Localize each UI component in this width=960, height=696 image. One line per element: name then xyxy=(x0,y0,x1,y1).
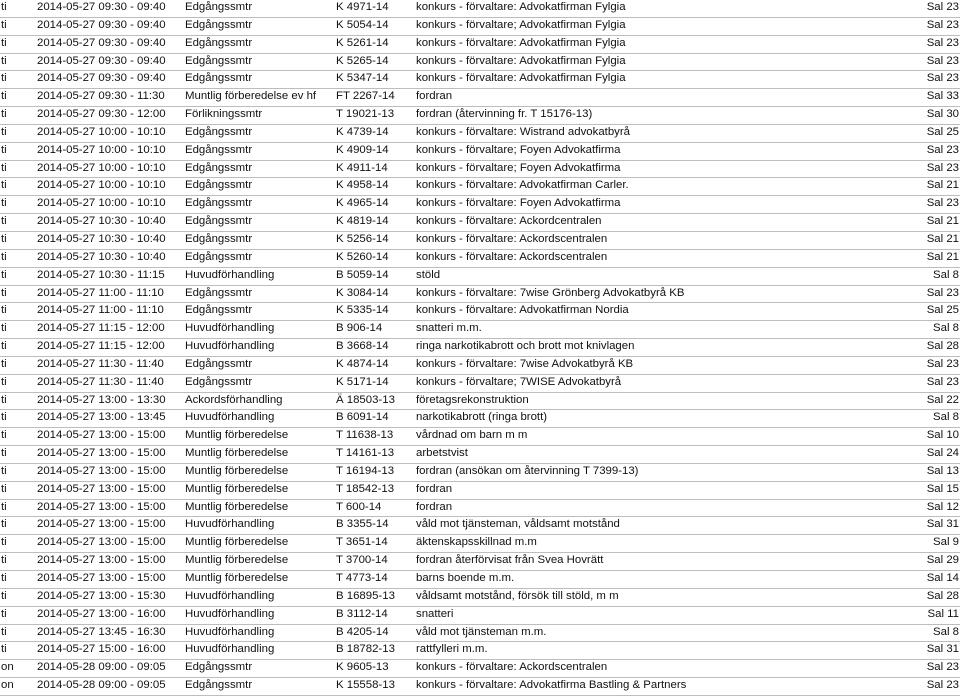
weekday-cell: ti xyxy=(1,589,7,602)
description-cell: konkurs - förvaltare: Ackordscentralen xyxy=(416,232,608,245)
case-number-cell: T 11638-13 xyxy=(336,429,394,442)
case-number-cell: T 18542-13 xyxy=(336,482,395,495)
room-cell: Sal 12 xyxy=(926,500,959,513)
time-cell: 2014-05-27 13:00 - 13:45 xyxy=(37,411,166,424)
case-number-cell: T 16194-13 xyxy=(336,464,395,477)
time-cell: 2014-05-28 09:00 - 09:05 xyxy=(37,661,166,674)
case-number-cell: K 5347-14 xyxy=(336,72,389,85)
time-cell: 2014-05-27 13:00 - 15:00 xyxy=(37,482,166,495)
weekday-cell: ti xyxy=(1,18,7,31)
time-cell: 2014-05-28 09:00 - 09:05 xyxy=(37,679,166,692)
case-number-cell: K 4958-14 xyxy=(336,179,389,192)
schedule-row xyxy=(0,464,960,482)
case-number-cell: K 4965-14 xyxy=(336,197,389,210)
room-cell: Sal 23 xyxy=(926,679,959,692)
weekday-cell: on xyxy=(1,661,14,674)
hearing-type-cell: Edgångssmtr xyxy=(185,286,253,299)
time-cell: 2014-05-27 11:15 - 12:00 xyxy=(37,322,165,335)
schedule-row xyxy=(0,660,960,678)
hearing-type-cell: Huvudförhandling xyxy=(185,340,275,353)
time-cell: 2014-05-27 11:15 - 12:00 xyxy=(37,340,165,353)
hearing-type-cell: Edgångssmtr xyxy=(185,375,253,388)
schedule-row xyxy=(0,410,960,428)
hearing-type-cell: Muntlig förberedelse xyxy=(185,554,289,567)
weekday-cell: ti xyxy=(1,518,7,531)
description-cell: stöld xyxy=(416,268,441,281)
room-cell: Sal 23 xyxy=(926,143,959,156)
description-cell: konkurs - förvaltare: Ackordscentralen xyxy=(416,250,608,263)
hearing-type-cell: Huvudförhandling xyxy=(185,625,275,638)
time-cell: 2014-05-27 09:30 - 09:40 xyxy=(37,1,166,13)
schedule-row xyxy=(0,678,960,696)
hearing-type-cell: Edgångssmtr xyxy=(185,197,253,210)
description-cell: konkurs - förvaltare: 7wise Advokatbyrå KB xyxy=(416,357,634,370)
case-number-cell: K 4909-14 xyxy=(336,143,389,156)
room-cell: Sal 23 xyxy=(926,286,959,299)
time-cell: 2014-05-27 10:00 - 10:10 xyxy=(37,161,166,174)
description-cell: narkotikabrott (ringa brott) xyxy=(416,411,548,424)
description-cell: konkurs - förvaltare: Ackordcentralen xyxy=(416,215,602,228)
schedule-row xyxy=(0,161,960,179)
time-cell: 2014-05-27 10:30 - 10:40 xyxy=(37,250,166,263)
case-number-cell: K 5261-14 xyxy=(336,36,389,49)
case-number-cell: K 4739-14 xyxy=(336,125,389,138)
room-cell: Sal 15 xyxy=(926,482,959,495)
room-cell: Sal 23 xyxy=(926,661,959,674)
hearing-type-cell: Edgångssmtr xyxy=(185,72,253,85)
weekday-cell: ti xyxy=(1,393,7,406)
room-cell: Sal 31 xyxy=(926,518,959,531)
room-cell: Sal 23 xyxy=(926,72,959,85)
schedule-row xyxy=(0,54,960,72)
description-cell: våld mot tjänsteman, våldsamt motstånd xyxy=(416,518,620,531)
time-cell: 2014-05-27 10:00 - 10:10 xyxy=(37,125,166,138)
time-cell: 2014-05-27 09:30 - 09:40 xyxy=(37,72,166,85)
description-cell: konkurs - förvaltare: Advokatfirman Nordia xyxy=(416,304,629,317)
time-cell: 2014-05-27 13:00 - 15:00 xyxy=(37,536,166,549)
time-cell: 2014-05-27 13:00 - 15:30 xyxy=(37,589,166,602)
room-cell: Sal 8 xyxy=(933,625,959,638)
case-number-cell: T 14161-13 xyxy=(336,447,395,460)
description-cell: arbetstvist xyxy=(416,447,468,460)
time-cell: 2014-05-27 10:00 - 10:10 xyxy=(37,143,166,156)
description-cell: konkurs - förvaltare; 7WISE Advokatbyrå xyxy=(416,375,622,388)
weekday-cell: ti xyxy=(1,536,7,549)
weekday-cell: on xyxy=(1,679,14,692)
time-cell: 2014-05-27 13:00 - 16:00 xyxy=(37,607,166,620)
room-cell: Sal 13 xyxy=(926,464,959,477)
weekday-cell: ti xyxy=(1,90,7,103)
room-cell: Sal 21 xyxy=(926,250,959,263)
schedule-row xyxy=(0,571,960,589)
case-number-cell: K 5260-14 xyxy=(336,250,389,263)
description-cell: konkurs - förvaltare: Advokatfirman Fylgia xyxy=(416,1,626,13)
weekday-cell: ti xyxy=(1,357,7,370)
hearing-type-cell: Edgångssmtr xyxy=(185,143,253,156)
weekday-cell: ti xyxy=(1,375,7,388)
case-number-cell: K 5171-14 xyxy=(336,375,389,388)
hearing-type-cell: Muntlig förberedelse xyxy=(185,536,289,549)
schedule-row xyxy=(0,71,960,89)
case-number-cell: FT 2267-14 xyxy=(336,90,395,103)
case-number-cell: K 15558-13 xyxy=(336,679,395,692)
time-cell: 2014-05-27 11:30 - 11:40 xyxy=(37,357,164,370)
room-cell: Sal 30 xyxy=(926,108,959,121)
case-number-cell: B 3112-14 xyxy=(336,607,388,620)
schedule-row xyxy=(0,214,960,232)
case-number-cell: B 16895-13 xyxy=(336,589,395,602)
schedule-row xyxy=(0,89,960,107)
room-cell: Sal 31 xyxy=(926,643,959,656)
description-cell: konkurs - förvaltare; Foyen Advokatfirma xyxy=(416,143,621,156)
hearing-type-cell: Förlikningssmtr xyxy=(185,108,263,121)
hearing-type-cell: Edgångssmtr xyxy=(185,679,253,692)
case-number-cell: K 5335-14 xyxy=(336,304,389,317)
schedule-row xyxy=(0,36,960,54)
schedule-row xyxy=(0,232,960,250)
weekday-cell: ti xyxy=(1,108,7,121)
case-number-cell: T 600-14 xyxy=(336,500,382,513)
weekday-cell: ti xyxy=(1,340,7,353)
weekday-cell: ti xyxy=(1,72,7,85)
description-cell: konkurs - förvaltare: Wistrand advokatbyrå xyxy=(416,125,630,138)
time-cell: 2014-05-27 11:30 - 11:40 xyxy=(37,375,164,388)
time-cell: 2014-05-27 09:30 - 09:40 xyxy=(37,18,166,31)
description-cell: snatteri xyxy=(416,607,454,620)
hearing-type-cell: Huvudförhandling xyxy=(185,643,275,656)
case-number-cell: B 3355-14 xyxy=(336,518,389,531)
schedule-row xyxy=(0,607,960,625)
description-cell: ringa narkotikabrott och brott mot knivlagen xyxy=(416,340,635,353)
room-cell: Sal 21 xyxy=(926,179,959,192)
weekday-cell: ti xyxy=(1,36,7,49)
weekday-cell: ti xyxy=(1,447,7,460)
weekday-cell: ti xyxy=(1,125,7,138)
room-cell: Sal 23 xyxy=(926,1,959,13)
weekday-cell: ti xyxy=(1,215,7,228)
case-number-cell: K 9605-13 xyxy=(336,661,389,674)
hearing-type-cell: Edgångssmtr xyxy=(185,54,253,67)
description-cell: vårdnad om barn m m xyxy=(416,429,528,442)
time-cell: 2014-05-27 10:00 - 10:10 xyxy=(37,179,166,192)
description-cell: konkurs - förvaltare: Foyen Advokatfirma xyxy=(416,197,621,210)
description-cell: företagsrekonstruktion xyxy=(416,393,529,406)
schedule-row xyxy=(0,268,960,286)
schedule-row xyxy=(0,303,960,321)
room-cell: Sal 10 xyxy=(926,429,959,442)
hearing-type-cell: Muntlig förberedelse xyxy=(185,500,289,513)
time-cell: 2014-05-27 09:30 - 11:30 xyxy=(37,90,165,103)
case-number-cell: T 3651-14 xyxy=(336,536,388,549)
hearing-type-cell: Huvudförhandling xyxy=(185,518,275,531)
case-number-cell: K 4971-14 xyxy=(336,1,389,13)
schedule-row xyxy=(0,375,960,393)
weekday-cell: ti xyxy=(1,197,7,210)
hearing-type-cell: Muntlig förberedelse xyxy=(185,572,289,584)
weekday-cell: ti xyxy=(1,429,7,442)
case-number-cell: B 906-14 xyxy=(336,322,383,335)
time-cell: 2014-05-27 13:00 - 15:00 xyxy=(37,518,166,531)
description-cell: konkurs - förvaltare; Foyen Advokatfirma xyxy=(416,161,621,174)
room-cell: Sal 8 xyxy=(933,322,959,335)
schedule-row xyxy=(0,428,960,446)
description-cell: fordran xyxy=(416,90,453,103)
hearing-type-cell: Ackordsförhandling xyxy=(185,393,283,406)
schedule-row xyxy=(0,642,960,660)
description-cell: fordran (återvinning fr. T 15176-13) xyxy=(416,108,593,121)
schedule-row xyxy=(0,393,960,411)
hearing-type-cell: Edgångssmtr xyxy=(185,661,253,674)
room-cell: Sal 14 xyxy=(926,572,959,584)
room-cell: Sal 23 xyxy=(926,375,959,388)
schedule-row xyxy=(0,357,960,375)
time-cell: 2014-05-27 13:45 - 16:30 xyxy=(37,625,166,638)
room-cell: Sal 33 xyxy=(926,90,959,103)
room-cell: Sal 23 xyxy=(926,357,959,370)
description-cell: konkurs - förvaltare: Advokatfirman Fylgia xyxy=(416,54,626,67)
hearing-type-cell: Edgångssmtr xyxy=(185,357,253,370)
hearing-type-cell: Edgångssmtr xyxy=(185,215,253,228)
schedule-row xyxy=(0,625,960,643)
weekday-cell: ti xyxy=(1,250,7,263)
description-cell: snatteri m.m. xyxy=(416,322,482,335)
weekday-cell: ti xyxy=(1,482,7,495)
schedule-row xyxy=(0,339,960,357)
weekday-cell: ti xyxy=(1,143,7,156)
description-cell: barns boende m.m. xyxy=(416,572,515,584)
weekday-cell: ti xyxy=(1,161,7,174)
room-cell: Sal 28 xyxy=(926,340,959,353)
case-number-cell: K 3084-14 xyxy=(336,286,389,299)
schedule-row xyxy=(0,589,960,607)
time-cell: 2014-05-27 13:00 - 15:00 xyxy=(37,447,166,460)
weekday-cell: ti xyxy=(1,464,7,477)
weekday-cell: ti xyxy=(1,304,7,317)
room-cell: Sal 23 xyxy=(926,36,959,49)
schedule-row xyxy=(0,500,960,518)
hearing-type-cell: Huvudförhandling xyxy=(185,322,275,335)
room-cell: Sal 22 xyxy=(926,393,959,406)
case-number-cell: B 5059-14 xyxy=(336,268,389,281)
hearing-type-cell: Huvudförhandling xyxy=(185,589,275,602)
weekday-cell: ti xyxy=(1,643,7,656)
hearing-type-cell: Edgångssmtr xyxy=(185,36,253,49)
hearing-type-cell: Edgångssmtr xyxy=(185,179,253,192)
hearing-type-cell: Edgångssmtr xyxy=(185,125,253,138)
description-cell: fordran återförvisat från Svea Hovrätt xyxy=(416,554,604,567)
room-cell: Sal 25 xyxy=(926,304,959,317)
room-cell: Sal 23 xyxy=(926,197,959,210)
weekday-cell: ti xyxy=(1,572,7,584)
case-number-cell: B 3668-14 xyxy=(336,340,389,353)
time-cell: 2014-05-27 10:30 - 10:40 xyxy=(37,232,166,245)
hearing-type-cell: Muntlig förberedelse xyxy=(185,482,289,495)
time-cell: 2014-05-27 09:30 - 09:40 xyxy=(37,54,166,67)
case-number-cell: K 5265-14 xyxy=(336,54,389,67)
description-cell: våldsamt motstånd, försök till stöld, m m xyxy=(416,589,619,602)
schedule-row xyxy=(0,143,960,161)
description-cell: äktenskapsskillnad m.m xyxy=(416,536,537,549)
case-number-cell: K 4874-14 xyxy=(336,357,389,370)
case-number-cell: K 4911-14 xyxy=(336,161,388,174)
case-number-cell: B 4205-14 xyxy=(336,625,389,638)
schedule-row xyxy=(0,18,960,36)
schedule-row xyxy=(0,286,960,304)
room-cell: Sal 23 xyxy=(926,18,959,31)
description-cell: konkurs - förvaltare: Advokatfirma Bastling & Partners xyxy=(416,679,687,692)
case-number-cell: T 4773-14 xyxy=(336,572,388,584)
hearing-type-cell: Huvudförhandling xyxy=(185,411,275,424)
weekday-cell: ti xyxy=(1,179,7,192)
weekday-cell: ti xyxy=(1,322,7,335)
time-cell: 2014-05-27 11:00 - 11:10 xyxy=(37,304,164,317)
room-cell: Sal 8 xyxy=(933,268,959,281)
time-cell: 2014-05-27 13:00 - 15:00 xyxy=(37,500,166,513)
room-cell: Sal 23 xyxy=(926,54,959,67)
case-number-cell: K 5256-14 xyxy=(336,232,389,245)
time-cell: 2014-05-27 10:00 - 10:10 xyxy=(37,197,166,210)
schedule-row xyxy=(0,482,960,500)
hearing-type-cell: Edgångssmtr xyxy=(185,232,253,245)
weekday-cell: ti xyxy=(1,554,7,567)
weekday-cell: ti xyxy=(1,607,7,620)
hearing-type-cell: Edgångssmtr xyxy=(185,161,253,174)
description-cell: fordran (ansökan om återvinning T 7399-13) xyxy=(416,464,639,477)
description-cell: konkurs - förvaltare: Advokatfirman Fylgia xyxy=(416,36,626,49)
weekday-cell: ti xyxy=(1,625,7,638)
description-cell: konkurs - förvaltare: Advokatfirman Fylgia xyxy=(416,72,626,85)
weekday-cell: ti xyxy=(1,54,7,67)
case-number-cell: K 5054-14 xyxy=(336,18,389,31)
schedule-row xyxy=(0,553,960,571)
schedule-row xyxy=(0,196,960,214)
time-cell: 2014-05-27 13:00 - 15:00 xyxy=(37,429,166,442)
case-number-cell: T 3700-14 xyxy=(336,554,388,567)
hearing-type-cell: Huvudförhandling xyxy=(185,607,275,620)
description-cell: fordran xyxy=(416,482,453,495)
room-cell: Sal 9 xyxy=(933,536,959,549)
weekday-cell: ti xyxy=(1,411,7,424)
time-cell: 2014-05-27 11:00 - 11:10 xyxy=(37,286,164,299)
schedule-row xyxy=(0,178,960,196)
weekday-cell: ti xyxy=(1,232,7,245)
schedule-row xyxy=(0,321,960,339)
hearing-type-cell: Muntlig förberedelse xyxy=(185,464,289,477)
description-cell: konkurs - förvaltare; Advokatfirman Fylgia xyxy=(416,18,626,31)
time-cell: 2014-05-27 13:00 - 13:30 xyxy=(37,393,166,406)
weekday-cell: ti xyxy=(1,1,7,13)
description-cell: fordran xyxy=(416,500,453,513)
schedule-row xyxy=(0,250,960,268)
description-cell: konkurs - förvaltare: 7wise Grönberg Advokatbyrå KB xyxy=(416,286,685,299)
time-cell: 2014-05-27 10:30 - 11:15 xyxy=(37,268,165,281)
time-cell: 2014-05-27 15:00 - 16:00 xyxy=(37,643,166,656)
description-cell: rattfylleri m.m. xyxy=(416,643,488,656)
room-cell: Sal 11 xyxy=(927,607,959,620)
schedule-row xyxy=(0,107,960,125)
description-cell: konkurs - förvaltare: Advokatfirman Carler. xyxy=(416,179,629,192)
case-number-cell: B 6091-14 xyxy=(336,411,389,424)
description-cell: våld mot tjänsteman m.m. xyxy=(416,625,547,638)
time-cell: 2014-05-27 13:00 - 15:00 xyxy=(37,554,166,567)
room-cell: Sal 23 xyxy=(926,161,959,174)
case-number-cell: T 19021-13 xyxy=(336,108,395,121)
hearing-type-cell: Edgångssmtr xyxy=(185,1,253,13)
hearing-type-cell: Edgångssmtr xyxy=(185,304,253,317)
hearing-type-cell: Muntlig förberedelse xyxy=(185,429,289,442)
schedule-row xyxy=(0,446,960,464)
room-cell: Sal 8 xyxy=(933,411,959,424)
schedule-row xyxy=(0,125,960,143)
weekday-cell: ti xyxy=(1,500,7,513)
time-cell: 2014-05-27 10:30 - 10:40 xyxy=(37,215,166,228)
room-cell: Sal 29 xyxy=(926,554,959,567)
room-cell: Sal 28 xyxy=(926,589,959,602)
room-cell: Sal 24 xyxy=(926,447,959,460)
case-number-cell: Ä 18503-13 xyxy=(336,393,395,406)
description-cell: konkurs - förvaltare: Ackordscentralen xyxy=(416,661,608,674)
time-cell: 2014-05-27 13:00 - 15:00 xyxy=(37,464,166,477)
time-cell: 2014-05-27 09:30 - 09:40 xyxy=(37,36,166,49)
hearing-type-cell: Edgångssmtr xyxy=(185,250,253,263)
weekday-cell: ti xyxy=(1,268,7,281)
schedule-row xyxy=(0,535,960,553)
hearing-type-cell: Huvudförhandling xyxy=(185,268,275,281)
room-cell: Sal 21 xyxy=(926,232,959,245)
time-cell: 2014-05-27 13:00 - 15:00 xyxy=(37,572,166,584)
hearing-type-cell: Muntlig förberedelse ev hf xyxy=(185,90,317,103)
case-number-cell: B 18782-13 xyxy=(336,643,395,656)
room-cell: Sal 25 xyxy=(926,125,959,138)
room-cell: Sal 21 xyxy=(926,215,959,228)
schedule-row xyxy=(0,0,960,18)
hearing-type-cell: Edgångssmtr xyxy=(185,18,253,31)
time-cell: 2014-05-27 09:30 - 12:00 xyxy=(37,108,166,121)
schedule-row xyxy=(0,517,960,535)
hearing-type-cell: Muntlig förberedelse xyxy=(185,447,289,460)
case-number-cell: K 4819-14 xyxy=(336,215,389,228)
weekday-cell: ti xyxy=(1,286,7,299)
